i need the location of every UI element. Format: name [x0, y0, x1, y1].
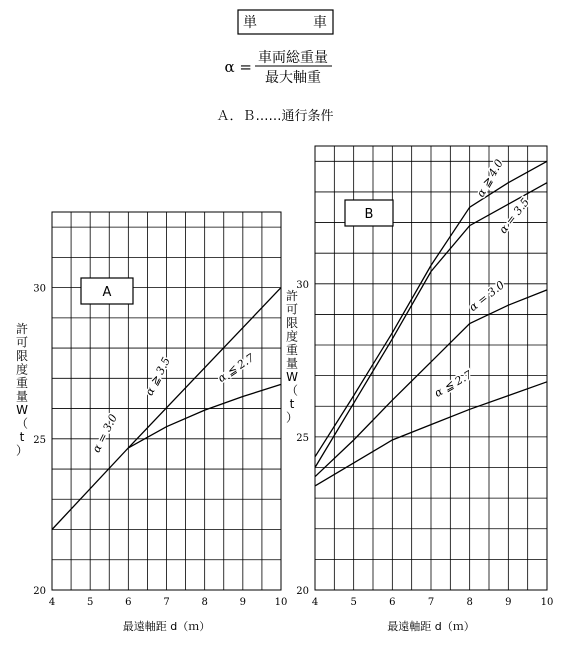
panel-b-x-tick-label: 10	[540, 597, 554, 608]
panel-a-x-tick-label: 10	[274, 597, 288, 608]
panel-a-label: A	[102, 285, 112, 300]
panel-a-x-tick-label: 6	[125, 597, 132, 608]
panel-b-y-axis-title-char: 限	[285, 316, 299, 330]
panel-a-y-axis-title-char: W	[16, 403, 28, 417]
panel-b-y-axis-title-char: ）	[285, 410, 299, 425]
panel-b-series-label: α ≦ 2.7	[432, 368, 475, 400]
panel-a-x-tick-label: 7	[163, 597, 170, 608]
panel-a-y-axis-title-char: ）	[15, 443, 29, 458]
panel-a-x-tick-label: 9	[239, 597, 247, 608]
panel-a-series-label: α = 3.0	[89, 412, 121, 455]
panel-a-y-tick-label: 20	[33, 586, 46, 597]
panel-a-y-axis-title-char: 可	[15, 335, 29, 350]
panel-b-x-tick-label: 4	[311, 597, 319, 608]
panel-b-y-axis-title-char: W	[286, 370, 298, 384]
panel-b-x-axis-title: 最遠軸距 d（ｍ）	[387, 620, 475, 633]
panel-b-x-tick-label: 6	[389, 597, 396, 608]
panel-b-x-tick-label: 5	[350, 597, 357, 608]
panel-a-x-tick-label: 8	[201, 597, 208, 608]
panel-a-x-tick-label: 5	[86, 597, 94, 608]
panel-b-x-tick-label: 9	[505, 597, 512, 608]
panel-b-y-axis-title-char: 許	[285, 289, 299, 303]
panel-b-y-axis-title-char: 可	[285, 302, 299, 317]
header-box-label: 単 車	[243, 15, 327, 31]
panel-b-series-label: α = 3.0	[466, 278, 508, 315]
panel-b-label: B	[364, 207, 374, 222]
panel-a-y-axis-title-char: 重	[15, 376, 29, 390]
panel-b-y-tick-label: 20	[296, 586, 309, 597]
panel-a-series-label: α ≦ 2.7	[215, 351, 257, 385]
panel-a-y-axis-title-char: （	[15, 416, 29, 431]
panel-a-series-label: α ≧ 3.5	[142, 355, 174, 398]
panel-a-y-axis-title-char: 度	[15, 362, 29, 377]
panel-a-y-tick-label: 25	[33, 434, 46, 446]
conditions-label: Ａ．Ｂ……通行条件	[216, 109, 334, 124]
panel-a-x-tick-label: 4	[48, 597, 56, 608]
panel-b-y-axis-title-char: 度	[285, 329, 299, 344]
panel-a-y-axis-title-char: t	[19, 430, 25, 444]
chart-panel-b	[286, 146, 553, 633]
panel-b-x-tick-label: 7	[427, 597, 435, 608]
panel-b-y-axis-title-char: （	[285, 383, 299, 398]
panel-a-y-axis-title-char: 限	[15, 349, 29, 363]
panel-a-y-axis-title-char: 量	[15, 389, 29, 404]
panel-b-x-tick-label: 8	[466, 597, 473, 608]
formula-numerator: 車両総重量	[258, 50, 328, 66]
panel-b-series-label: α = 3.5	[496, 195, 533, 237]
panel-b-y-axis-title-char: t	[289, 397, 295, 411]
panel-b-series-label: α ≧ 4.0	[474, 157, 506, 200]
chart-panel-a	[16, 212, 287, 633]
panel-a-y-tick-label: 30	[33, 283, 46, 295]
panel-b-y-axis-title-char: 重	[285, 343, 299, 357]
panel-b-y-axis-title-char: 量	[285, 356, 299, 371]
formula-denominator: 最大軸重	[265, 70, 321, 86]
panel-a-x-axis-title: 最遠軸距 d（ｍ）	[122, 620, 211, 633]
formula-lhs: α =	[224, 58, 252, 76]
panel-b-y-tick-label: 25	[296, 432, 309, 444]
panel-a-y-axis-title-char: 許	[15, 322, 29, 336]
panel-b-y-tick-label: 30	[296, 279, 309, 291]
